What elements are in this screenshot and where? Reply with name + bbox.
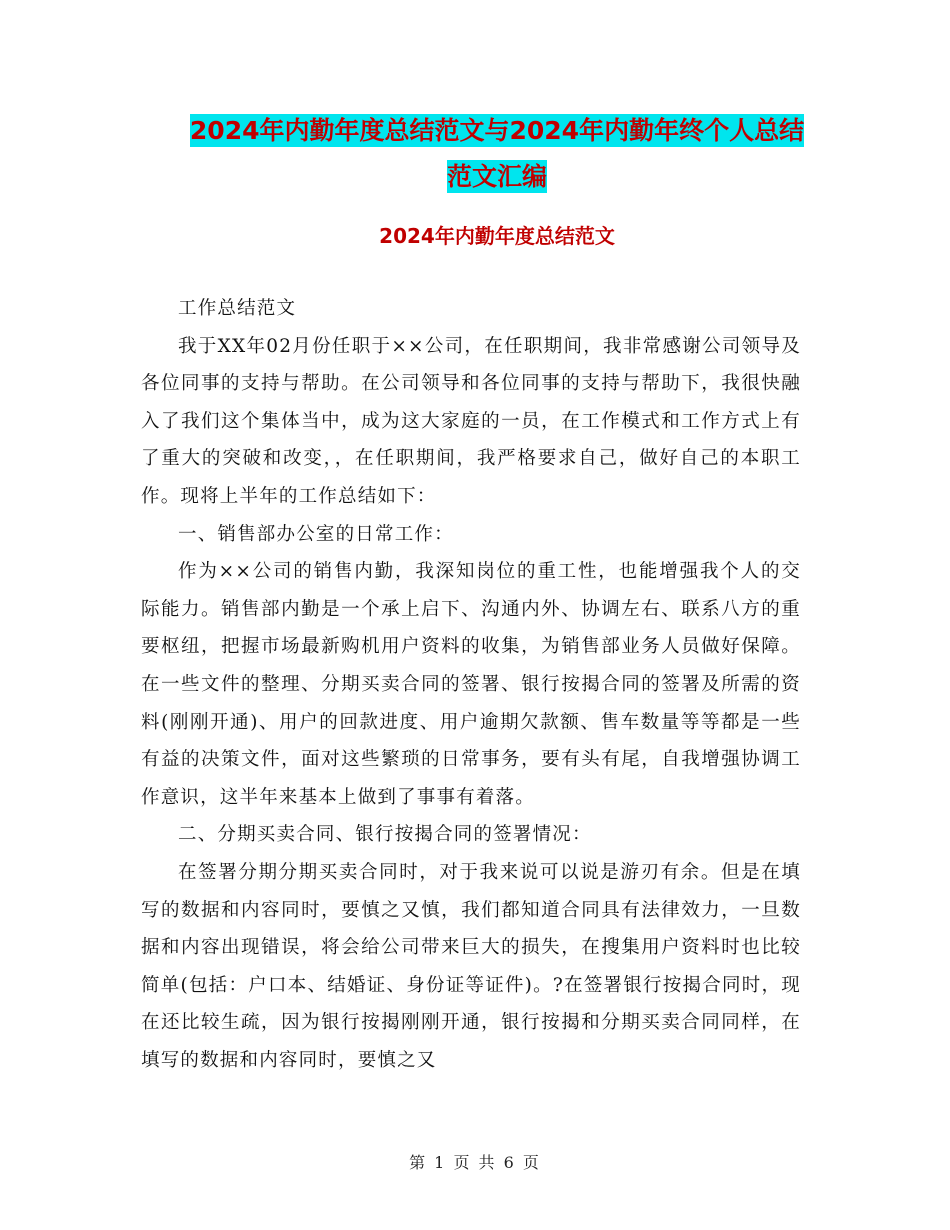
document-body xyxy=(141,290,801,1079)
paragraph-contracts: 在签署分期分期买卖合同时，对于我来说可以说是游刃有余。但是在填写的数据和内容同时，要慎之又慎，我们都知道合同具有法律效力，一旦数据和内容出现错误，将会给公司带来巨大的损失，在搜集用户资料时也比较简单(包括：户口本、结婚证、身份证等证件)。?在签署银行按揭合同时，现在还比较生疏，因为银行按揭刚刚开通，银行按揭和分期买卖合同同样，在填写的数据和内容同时，要慎之又 xyxy=(141,861,801,1071)
paragraph-heading-2: 二、分期买卖合同、银行按揭合同的签署情况： xyxy=(178,824,592,846)
paragraph-intro: 我于XX年02月份任职于××公司，在任职期间，我非常感谢公司领导及各位同事的支持与帮助。在公司领导和各位同事的支持与帮助下，我很快融入了我们这个集体当中，成为这大家庭的一员，在工作模式和工作方式上有了重大的突破和改变，，在任职期间，我严格要求自己，做好自己的本职工作。现将上半年的工作总结如下： xyxy=(141,335,801,507)
paragraph-heading-1: 一、销售部办公室的日常工作： xyxy=(178,523,454,545)
document-title xyxy=(140,108,854,200)
paragraph-daily-work: 作为××公司的销售内勤，我深知岗位的重工性，也能增强我个人的交际能力。销售部内勤是一个承上启下、沟通内外、协调左右、联系八方的重要枢纽，把握市场最新购机用户资料的收集，为销售部业务人员做好保障。在一些文件的整理、分期买卖合同的签署、银行按揭合同的签署及所需的资料(刚刚开通)、用户的回款进度、用户逾期欠款额、售车数量等等都是一些有益的决策文件，面对这些繁琐的日常事务，要有头有尾，自我增强协调工作意识，这半年来基本上做到了事事有着落。 xyxy=(141,561,801,808)
section-title: 2024年内勤年度总结范文 xyxy=(379,224,615,248)
document-title-line-2: 范文汇编 xyxy=(446,162,547,191)
document-title-line-1: 2024年内勤年度总结范文与2024年内勤年终个人总结 xyxy=(189,116,805,145)
page-footer: 第 1 页 共 6 页 xyxy=(409,1153,541,1172)
paragraph-heading-work-summary: 工作总结范文 xyxy=(178,298,297,319)
